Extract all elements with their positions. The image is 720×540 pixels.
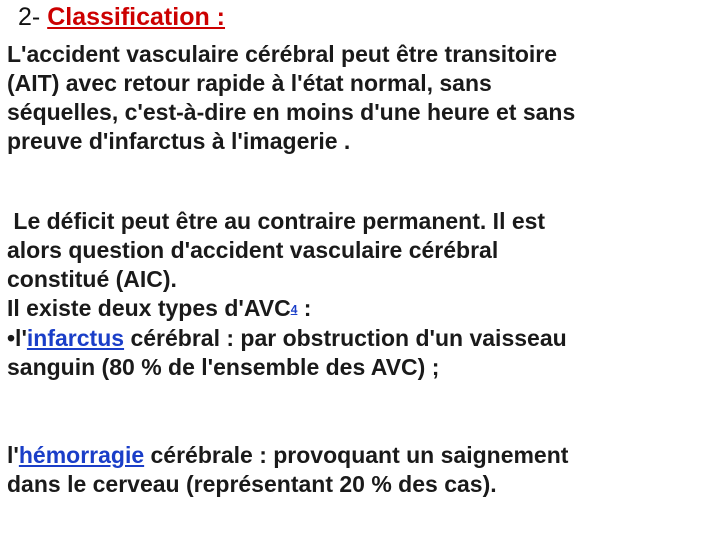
paragraph-line: sanguin (80 % de l'ensemble des AVC) ;	[7, 354, 440, 381]
paragraph-line: L'accident vasculaire cérébral peut être transitoire	[7, 41, 558, 67]
hemorragie-link[interactable]: hémorragie	[18, 442, 145, 468]
paragraph-line: preuve d'infarctus à l'imagerie .	[7, 128, 351, 154]
infarctus-link[interactable]: infarctus	[26, 325, 125, 352]
avc-types-line	[7, 294, 715, 324]
section-heading	[18, 2, 225, 32]
paragraph-line: constitué (AIC).	[7, 266, 177, 292]
paragraph-line: dans le cerveau (représentant 20 % des cas).	[7, 471, 497, 497]
paragraph-ait	[7, 40, 715, 156]
avc-types-text: Il existe deux types d'AVC	[7, 295, 291, 321]
infarctus-line	[7, 324, 715, 353]
paragraph-line: alors question d'accident vasculaire cérébral	[7, 237, 499, 263]
paragraph-hemorragie	[7, 441, 715, 499]
avc-types-colon: :	[297, 295, 312, 321]
bullet-prefix: •l'	[7, 325, 27, 352]
infarctus-text: cérébral : par obstruction d'un vaisseau	[124, 325, 567, 352]
hemorragie-text: cérébrale : provoquant un saignement	[144, 442, 569, 468]
hemorragie-line	[7, 441, 715, 470]
paragraph-line: séquelles, c'est-à-dire en moins d'une heure et sans	[7, 99, 576, 125]
footnote-link[interactable]: 4	[290, 302, 298, 317]
paragraph-aic	[7, 207, 715, 382]
section-title: Classification :	[47, 3, 226, 31]
paragraph-line: (AIT) avec retour rapide à l'état normal, sans	[7, 70, 492, 96]
hemorragie-prefix: l'	[7, 442, 19, 468]
section-number: 2-	[18, 3, 48, 31]
paragraph-line: Le déficit peut être au contraire permanent. Il est	[7, 208, 546, 234]
